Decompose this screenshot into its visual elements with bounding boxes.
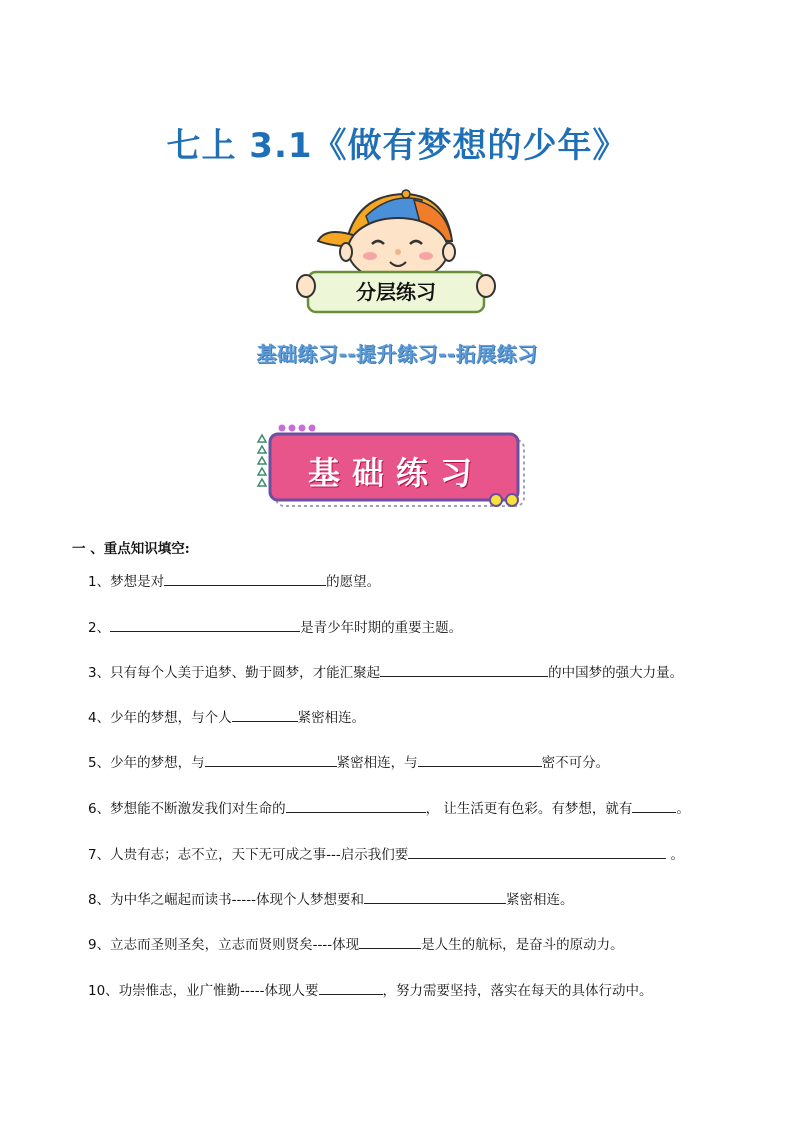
question-number: 1、 — [88, 574, 111, 590]
question-item: 2、 是青少年时期的重要主题。 — [88, 620, 463, 636]
question-number: 2、 — [88, 620, 111, 636]
answer-blank[interactable] — [164, 572, 326, 586]
question-item: 5、少年的梦想，与 紧密相连，与 密不可分。 — [88, 755, 610, 771]
answer-blank[interactable] — [232, 708, 298, 722]
question-number: 10、 — [88, 983, 119, 999]
question-number: 5、 — [88, 755, 111, 771]
section-banner-label: 基础练习 — [307, 454, 484, 492]
answer-blank[interactable] — [110, 618, 300, 632]
answer-blank[interactable] — [408, 845, 666, 859]
question-number: 3、 — [88, 665, 111, 681]
section-heading: 一 、重点知识填空: — [72, 541, 190, 557]
question-item: 3、只有每个人美于追梦、勤于圆梦，才能汇聚起 的中国梦的强大力量。 — [88, 665, 684, 681]
question-item: 1、梦想是对 的愿望。 — [88, 574, 381, 590]
page-title: 七上 3.1《做有梦想的少年》 — [166, 126, 628, 166]
question-item: 6、梦想能不断激发我们对生命的 ， 让生活更有色彩。有梦想，就有 。 — [88, 801, 690, 817]
answer-blank[interactable] — [632, 799, 676, 813]
question-number: 8、 — [88, 892, 111, 908]
page-subtitle: 基础练习--提升练习--拓展练习 — [256, 342, 538, 366]
answer-blank[interactable] — [319, 981, 383, 995]
question-number: 6、 — [88, 801, 111, 817]
answer-blank[interactable] — [286, 799, 426, 813]
answer-blank[interactable] — [359, 935, 421, 949]
question-number: 7、 — [88, 847, 111, 863]
mascot-sign-label: 分层练习 — [356, 280, 436, 304]
answer-blank[interactable] — [418, 753, 542, 767]
answer-blank[interactable] — [380, 663, 548, 677]
question-number: 4、 — [88, 710, 111, 726]
answer-blank[interactable] — [205, 753, 337, 767]
question-item: 8、为中华之崛起而读书-----体现个人梦想要和 紧密相连。 — [88, 892, 574, 908]
answer-blank[interactable] — [364, 890, 506, 904]
question-item: 10、功崇惟志，业广惟勤-----体现人要 ，努力需要坚持，落实在每天的具体行动中。 — [88, 983, 653, 999]
question-number: 9、 — [88, 937, 111, 953]
question-item: 7、人贵有志；志不立，天下无可成之事---启示我们要 。 — [88, 847, 685, 863]
question-item: 9、立志而圣则圣矣，立志而贤则贤矣----体现 是人生的航标，是奋斗的原动力。 — [88, 937, 624, 953]
question-item: 4、少年的梦想，与个人 紧密相连。 — [88, 710, 366, 726]
